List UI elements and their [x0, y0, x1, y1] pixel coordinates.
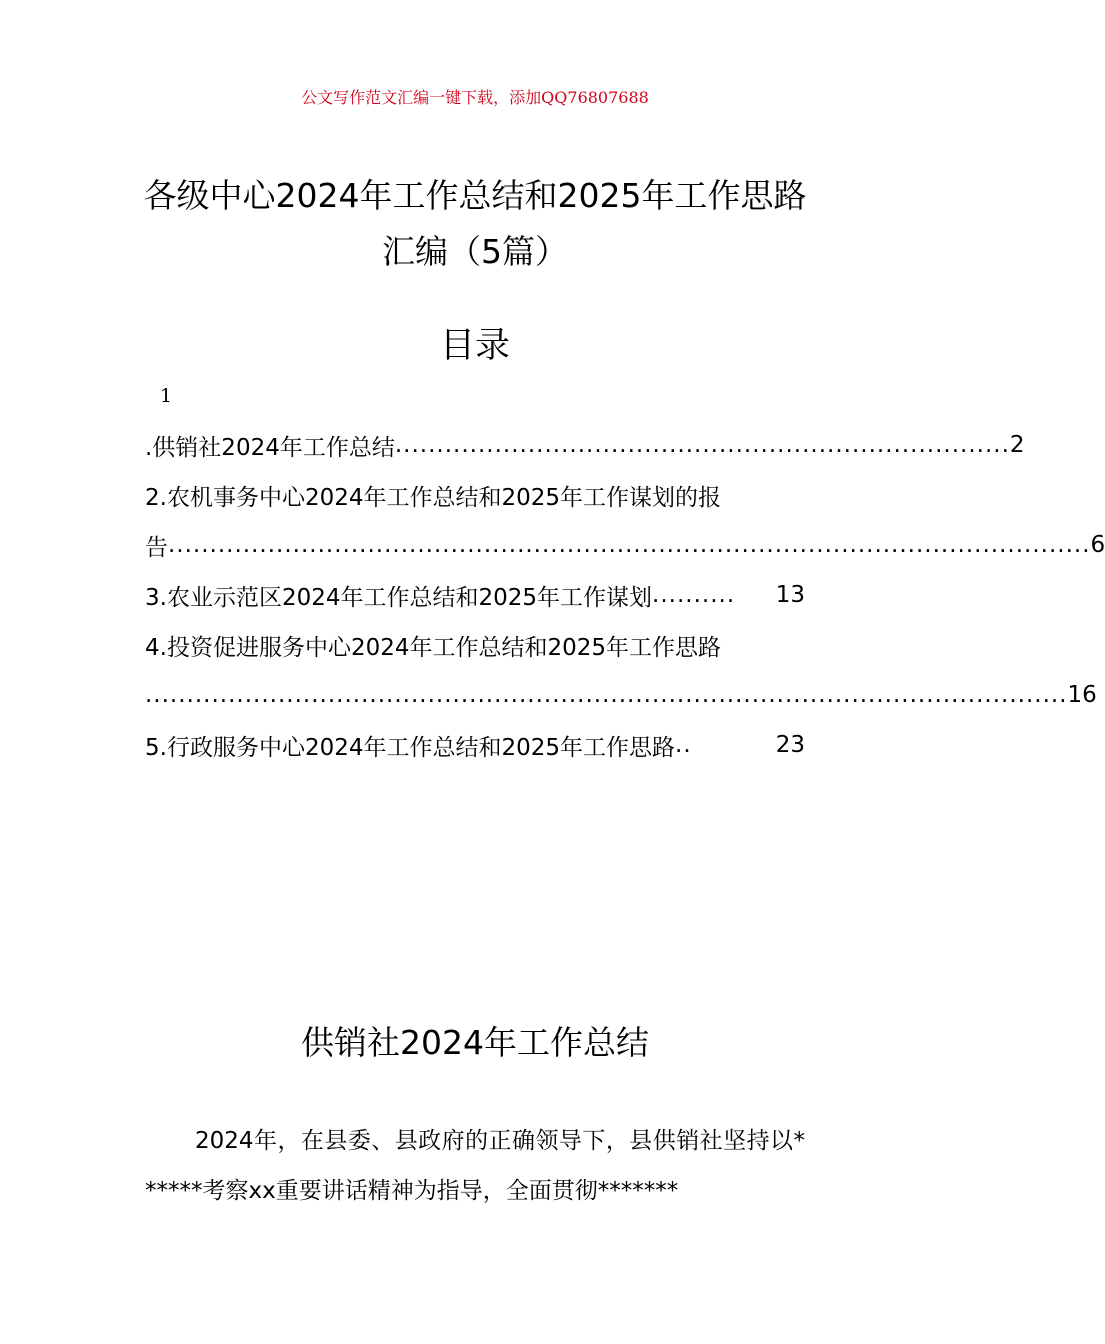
toc-entry-4[interactable] [145, 620, 805, 670]
document-title: 各级中心2024年工作总结和2025年工作思路汇编（5篇） [143, 176, 807, 271]
toc-entry-2-continued[interactable] [145, 520, 1105, 570]
toc-entry-title: 5.行政服务中心2024年工作总结和2025年工作思路 [145, 734, 676, 761]
toc-entry-page: 6 [1090, 532, 1105, 558]
toc-prefix-number: 1 [160, 385, 173, 407]
toc-entry-page: 16 [1067, 682, 1097, 708]
body-paragraph: 2024年，在县委、县政府的正确领导下，县供销社坚持以******考察xx重要讲话精神为指导，全面贯彻******* [145, 1128, 805, 1204]
toc-entry-title: 告 [145, 534, 168, 561]
toc-entry-page: 23 [775, 732, 805, 758]
section-title: 供销社2024年工作总结 [301, 1023, 649, 1062]
toc-entry-title: 4.投资促进服务中心2024年工作总结和2025年工作思路 [145, 634, 722, 661]
toc-entry-page: 2 [1009, 432, 1025, 458]
toc-entry-4-continued[interactable] [145, 670, 1097, 720]
toc-entry-title: 2.农机事务中心2024年工作总结和2025年工作谋划的报 [145, 484, 722, 511]
header-download-note: 公文写作范文汇编一键下载，添加QQ76807688 [301, 88, 649, 107]
toc-entry-5[interactable] [145, 720, 805, 770]
toc-entry-leader: .. [675, 732, 692, 758]
toc-entry-page: 13 [775, 582, 805, 608]
toc-entry-leader: .......................................................................... [394, 432, 1010, 458]
toc-entry-title: 3.农业示范区2024年工作总结和2025年工作谋划 [145, 584, 653, 611]
toc-entry-2[interactable] [145, 470, 805, 520]
table-of-contents [145, 420, 1105, 770]
toc-entry-1[interactable] [145, 420, 1025, 470]
toc-entry-leader: ............................................................................................................... [168, 532, 1091, 558]
toc-entry-title: .供销社2024年工作总结 [145, 434, 395, 461]
toc-heading: 目录 [439, 326, 510, 366]
toc-entry-leader: .......... [652, 582, 736, 608]
toc-entry-3[interactable] [145, 570, 805, 620]
toc-entry-leader: ............................................................................................................... [145, 682, 1068, 708]
